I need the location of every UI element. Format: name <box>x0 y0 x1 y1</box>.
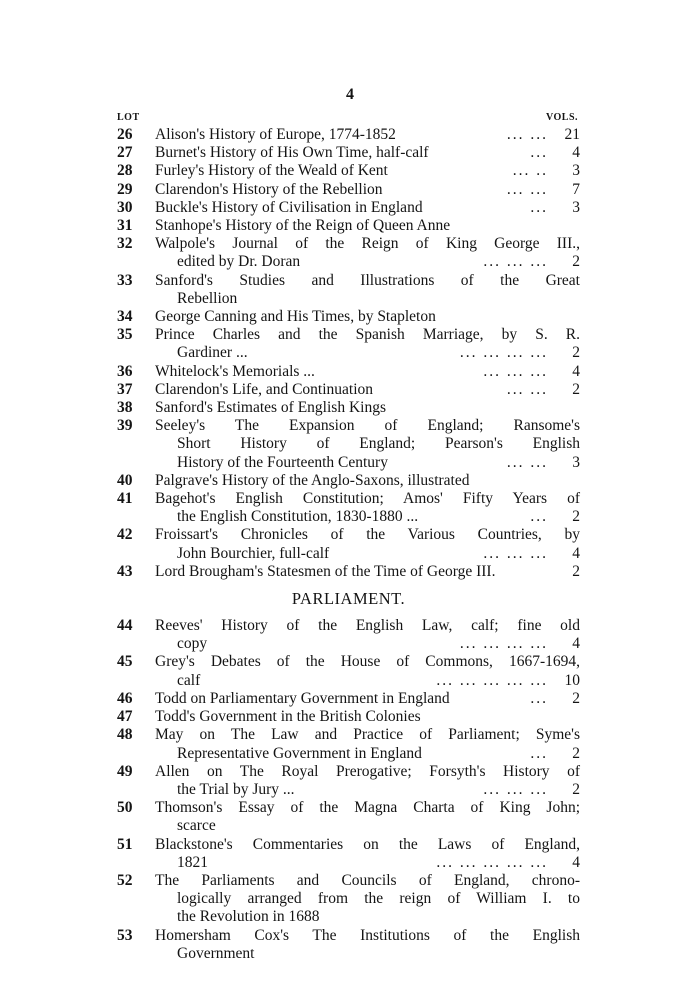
entry-description <box>155 363 580 381</box>
entry-line <box>155 763 580 781</box>
leader-dots: ... <box>530 198 548 216</box>
entry-description <box>155 617 580 653</box>
entry-text: Sanford's Studies and Illustrations of the Great <box>155 271 580 289</box>
volume-count: 4 <box>572 144 580 162</box>
lot-number: 26 <box>117 126 133 143</box>
entry-text: copy <box>177 635 208 653</box>
entry-description <box>155 272 580 308</box>
lot-number: 39 <box>117 417 133 435</box>
lot-number: 51 <box>117 835 133 853</box>
catalogue-entry <box>117 472 580 490</box>
entry-line <box>155 399 580 417</box>
entry-text: Seeley's The Expansion of England; Ransome's <box>155 417 580 435</box>
entry-description <box>155 690 580 708</box>
entry-text: the Trial by Jury ... <box>177 780 295 798</box>
lot-number: 44 <box>117 617 133 635</box>
entry-text: 1821 <box>177 853 208 871</box>
entry-description <box>155 763 580 799</box>
entry-text: logically arranged from the reign of William I. to <box>177 890 580 908</box>
lot-number: 30 <box>117 198 133 216</box>
volume-count: 3 <box>572 453 580 471</box>
entry-line <box>155 799 580 817</box>
leader-dots: ... ... <box>506 453 548 471</box>
catalogue-entry <box>117 399 580 417</box>
leader-dots: ... ... ... <box>483 362 548 380</box>
entry-text: May on The Law and Practice of Parliament; Syme's <box>155 726 580 744</box>
leader-dots: ... <box>530 689 548 707</box>
volume-count: 2 <box>572 744 580 762</box>
entry-line <box>155 563 580 581</box>
entry-line <box>155 817 580 835</box>
catalogue-entry <box>117 162 580 180</box>
entry-line <box>155 308 580 326</box>
entry-text: Government <box>177 944 255 962</box>
entry-line <box>155 726 580 744</box>
volume-count: 4 <box>572 362 580 380</box>
entry-text: Grey's Debates of the House of Commons, 1667-1694, <box>155 653 580 671</box>
volume-count: 2 <box>572 562 580 580</box>
entry-text: Alison's History of Europe, 1774-1852 <box>155 126 396 143</box>
entry-line <box>155 363 580 381</box>
entry-line <box>155 381 580 399</box>
entry-description <box>155 653 580 689</box>
entry-line <box>155 781 580 799</box>
entry-line <box>155 708 580 726</box>
entry-description <box>155 472 580 490</box>
catalogue-entry <box>117 872 580 927</box>
leader-dots: ... <box>530 144 548 162</box>
leader-dots: ... ... <box>506 180 548 198</box>
entry-line <box>155 945 580 963</box>
entry-text: The Parliaments and Councils of England, chrono- <box>155 871 580 889</box>
lot-number: 38 <box>117 399 133 417</box>
entry-line <box>155 745 580 763</box>
entry-line <box>155 927 580 945</box>
volume-count: 2 <box>572 508 580 526</box>
entry-text: Short History of England; Pearson's English <box>177 435 580 453</box>
entry-text: the Revolution in 1688 <box>177 908 320 926</box>
entry-text: John Bourchier, full-calf <box>177 544 330 562</box>
entry-text: Buckle's History of Civilisation in England <box>155 198 423 216</box>
entry-line <box>155 181 580 199</box>
lot-list <box>117 126 580 963</box>
catalogue-entry <box>117 126 580 144</box>
leader-dots: ... ... ... ... ... <box>436 853 548 871</box>
entry-text: the English Constitution, 1830-1880 ... <box>177 508 419 526</box>
entry-text: Froissart's Chronicles of the Various Countries, by <box>155 526 580 544</box>
volume-count: 3 <box>572 198 580 216</box>
entry-text: Allen on The Royal Prerogative; Forsyth's History of <box>155 762 580 780</box>
entry-description <box>155 708 580 726</box>
entry-text: Whitelock's Memorials ... <box>155 362 315 380</box>
entry-text: History of the Fourteenth Century <box>177 453 388 471</box>
lot-number: 31 <box>117 217 133 235</box>
catalogue-entry <box>117 690 580 708</box>
catalogue-entry <box>117 272 580 308</box>
entry-description <box>155 181 580 199</box>
entry-description <box>155 326 580 362</box>
lot-column-header: LOT <box>117 112 140 123</box>
entry-line <box>155 162 580 180</box>
entry-text: Palgrave's History of the Anglo-Saxons, illustrated <box>155 471 470 489</box>
entry-line <box>155 217 580 235</box>
entry-text: Burnet's History of His Own Time, half-calf <box>155 144 429 162</box>
entry-description <box>155 927 580 963</box>
entry-line <box>155 417 580 435</box>
entry-line <box>155 836 580 854</box>
leader-dots: ... <box>530 744 548 762</box>
entry-description <box>155 199 580 217</box>
catalogue-entry <box>117 199 580 217</box>
lot-number: 53 <box>117 926 133 944</box>
volume-count: 21 <box>564 126 580 143</box>
entry-line <box>155 272 580 290</box>
section-heading: PARLIAMENT. <box>291 589 406 609</box>
entry-line <box>155 490 580 508</box>
leader-dots: ... ... ... ... ... <box>436 671 548 689</box>
lot-number: 35 <box>117 326 133 344</box>
catalogue-entry <box>117 617 580 653</box>
leader-dots: ... ... ... ... <box>459 635 548 653</box>
lot-number: 28 <box>117 162 133 180</box>
lot-number: 45 <box>117 653 133 671</box>
entry-line <box>155 344 580 362</box>
entry-line <box>155 854 580 872</box>
entry-line <box>155 472 580 490</box>
lot-number: 37 <box>117 380 133 398</box>
lot-number: 34 <box>117 308 133 326</box>
entry-line <box>155 908 580 926</box>
entry-line <box>155 545 580 563</box>
entry-line <box>155 126 580 144</box>
leader-dots: ... ... ... <box>483 253 548 271</box>
page-number: 4 <box>346 86 354 103</box>
lot-number: 32 <box>117 235 133 253</box>
entry-description <box>155 381 580 399</box>
leader-dots: ... ... ... <box>483 780 548 798</box>
volume-count: 10 <box>564 671 580 689</box>
entry-text: Stanhope's History of the Reign of Queen Anne <box>155 217 451 235</box>
volume-count: 2 <box>572 380 580 398</box>
entry-line <box>155 635 580 653</box>
catalogue-entry <box>117 708 580 726</box>
catalogue-entry <box>117 326 580 362</box>
catalogue-entry <box>117 799 580 835</box>
catalogue-entry <box>117 144 580 162</box>
entry-line <box>155 144 580 162</box>
catalogue-entry <box>117 563 580 581</box>
entry-line <box>155 653 580 671</box>
entry-line <box>155 617 580 635</box>
catalogue-entry <box>117 217 580 235</box>
catalogue-entry <box>117 308 580 326</box>
lot-number: 42 <box>117 526 133 544</box>
entry-text: Rebellion <box>177 289 238 307</box>
entry-description <box>155 235 580 271</box>
leader-dots: ... <box>530 508 548 526</box>
entry-description <box>155 399 580 417</box>
leader-dots: ... ... <box>506 126 548 143</box>
catalogue-entry <box>117 763 580 799</box>
entry-text: scarce <box>177 817 216 835</box>
catalogue-entry <box>117 653 580 689</box>
entry-text: Blackstone's Commentaries on the Laws of England, <box>155 835 580 853</box>
catalogue-entry <box>117 235 580 271</box>
catalogue-entry <box>117 526 580 562</box>
catalogue-entry <box>117 381 580 399</box>
volume-count: 4 <box>572 635 580 653</box>
entry-line <box>155 290 580 308</box>
entry-line <box>155 872 580 890</box>
entry-text: George Canning and His Times, by Stapleton <box>155 308 436 326</box>
catalogue-entry <box>117 490 580 526</box>
entry-description <box>155 144 580 162</box>
entry-line <box>155 690 580 708</box>
entry-line <box>155 454 580 472</box>
volume-count: 2 <box>572 253 580 271</box>
leader-dots: ... ... ... ... <box>459 344 548 362</box>
entry-line <box>155 253 580 271</box>
entry-description <box>155 162 580 180</box>
entry-description <box>155 872 580 927</box>
entry-text: Lord Brougham's Statesmen of the Time of George III. <box>155 562 496 580</box>
entry-description <box>155 126 580 144</box>
entry-text: Todd on Parliamentary Government in England <box>155 689 450 707</box>
leader-dots: ... ... ... <box>483 544 548 562</box>
lot-number: 27 <box>117 144 133 162</box>
entry-text: Representative Government in England <box>177 744 422 762</box>
lot-number: 43 <box>117 562 133 580</box>
entry-text: Todd's Government in the British Colonies <box>155 708 421 726</box>
entry-description <box>155 490 580 526</box>
entry-line <box>155 526 580 544</box>
volume-count: 7 <box>572 180 580 198</box>
entry-description <box>155 217 580 235</box>
entry-description <box>155 417 580 472</box>
entry-text: edited by Dr. Doran <box>177 253 301 271</box>
volume-count: 4 <box>572 544 580 562</box>
entry-line <box>155 235 580 253</box>
lot-number: 50 <box>117 799 133 817</box>
entry-text: Clarendon's History of the Rebellion <box>155 180 383 198</box>
entry-text: Bagehot's English Constitution; Amos' Fifty Years of <box>155 490 580 508</box>
entry-line <box>155 326 580 344</box>
volume-count: 2 <box>572 344 580 362</box>
entry-line <box>155 199 580 217</box>
entry-line <box>155 508 580 526</box>
catalogue-entry <box>117 836 580 872</box>
lot-number: 46 <box>117 689 133 707</box>
entry-description <box>155 563 580 581</box>
lot-number: 52 <box>117 871 133 889</box>
lot-number: 48 <box>117 726 133 744</box>
entry-text: Furley's History of the Weald of Kent <box>155 162 388 180</box>
entry-text: Walpole's Journal of the Reign of King George III., <box>155 235 580 253</box>
volume-count: 4 <box>572 853 580 871</box>
catalogue-entry <box>117 726 580 762</box>
entry-line <box>155 890 580 908</box>
entry-line <box>155 672 580 690</box>
entry-description <box>155 308 580 326</box>
volume-count: 2 <box>572 780 580 798</box>
entry-description <box>155 726 580 762</box>
lot-number: 29 <box>117 180 133 198</box>
entry-text: Prince Charles and the Spanish Marriage, by S. R. <box>155 326 580 344</box>
entry-description <box>155 526 580 562</box>
entry-text: Sanford's Estimates of English Kings <box>155 399 386 417</box>
lot-number: 40 <box>117 471 133 489</box>
lot-number: 41 <box>117 490 133 508</box>
volume-count: 3 <box>572 162 580 180</box>
volume-count: 2 <box>572 689 580 707</box>
entry-text: Reeves' History of the English Law, calf; fine old <box>155 617 580 635</box>
leader-dots: ... .. <box>512 162 548 180</box>
lot-number: 47 <box>117 708 133 726</box>
entry-text: Thomson's Essay of the Magna Charta of King John; <box>155 799 580 817</box>
entry-description <box>155 799 580 835</box>
vols-column-header: VOLS. <box>545 112 578 123</box>
lot-number: 49 <box>117 762 133 780</box>
entry-line <box>155 435 580 453</box>
leader-dots: ... ... <box>506 380 548 398</box>
catalogue-entry <box>117 417 580 472</box>
entry-text: calf <box>177 671 201 689</box>
entry-text: Clarendon's Life, and Continuation <box>155 380 374 398</box>
lot-number: 36 <box>117 362 133 380</box>
lot-number: 33 <box>117 271 133 289</box>
catalogue-entry <box>117 927 580 963</box>
entry-text: Homersham Cox's The Institutions of the English <box>155 926 580 944</box>
entry-description <box>155 836 580 872</box>
entry-text: Gardiner ... <box>177 344 248 362</box>
catalogue-entry <box>117 181 580 199</box>
catalogue-entry <box>117 363 580 381</box>
